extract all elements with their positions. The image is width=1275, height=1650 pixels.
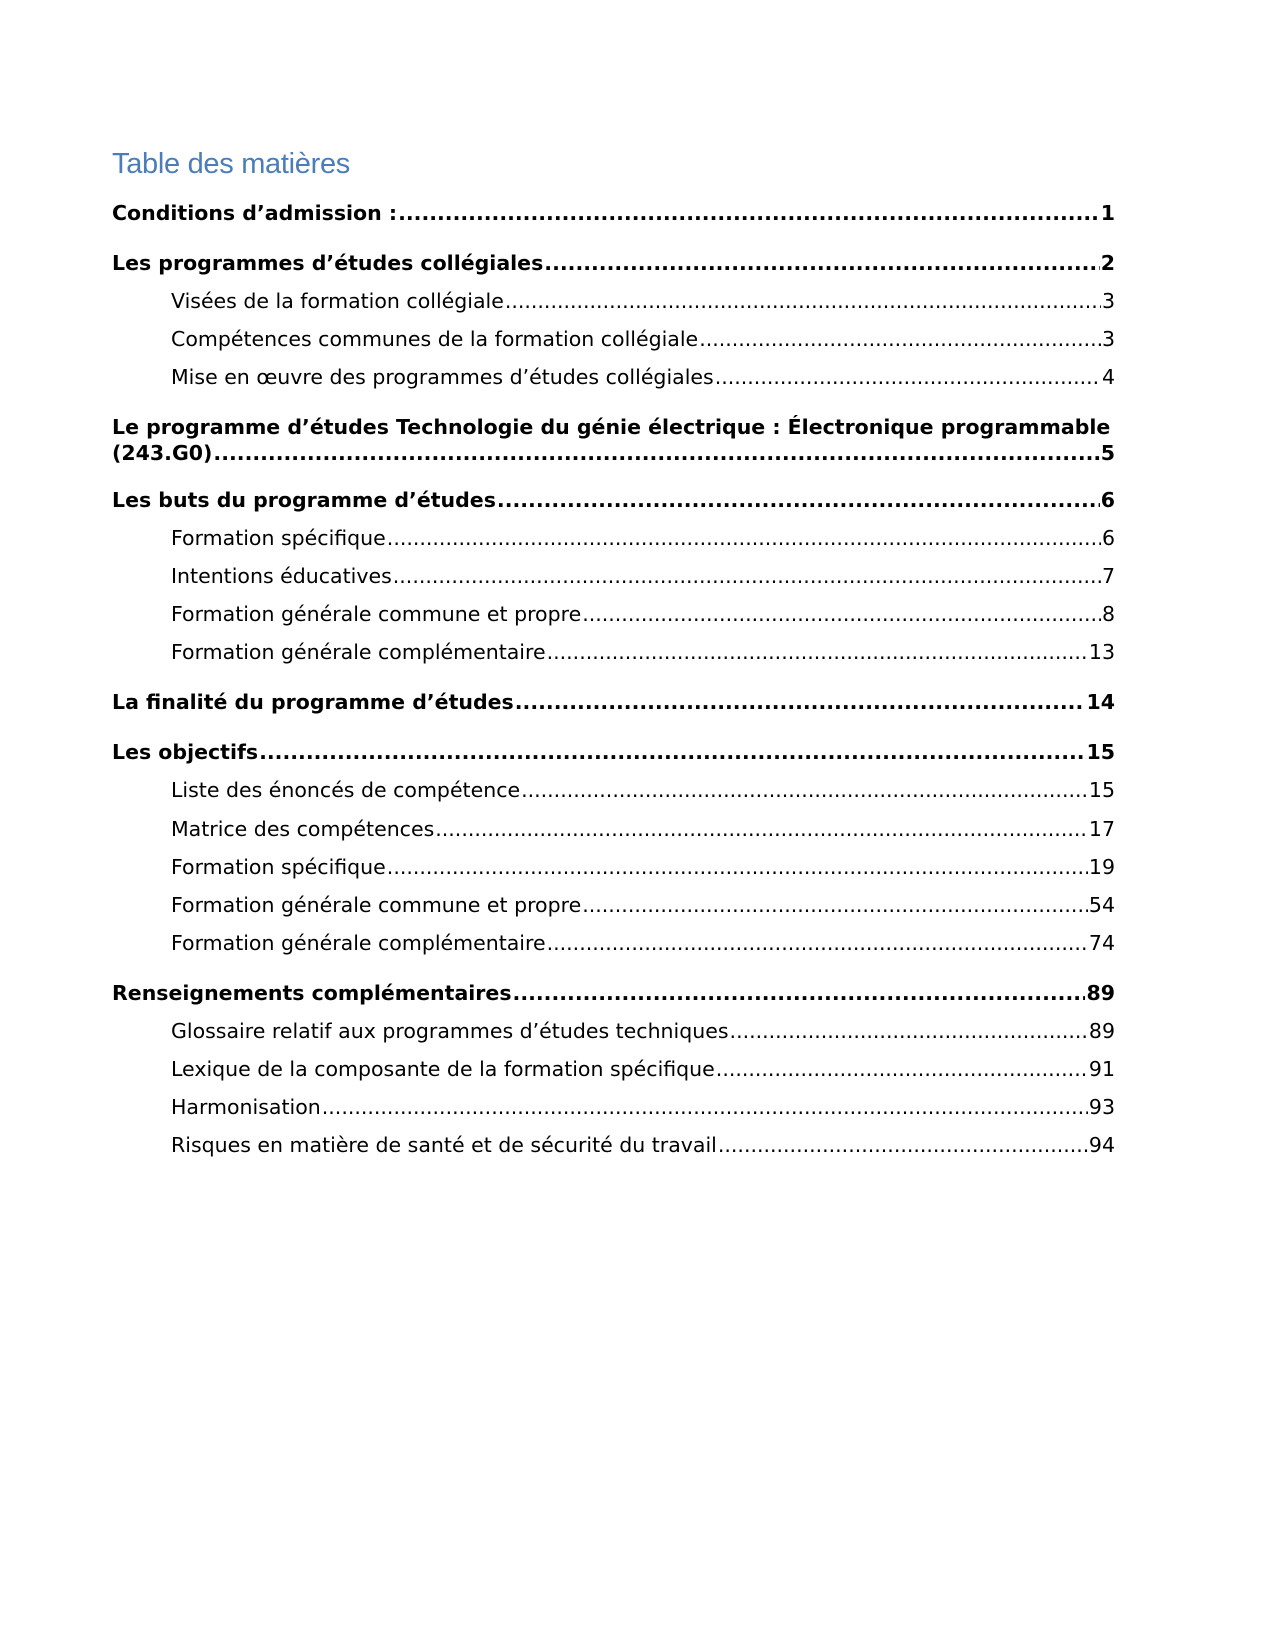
toc-entry-formation-generale-commune[interactable] — [171, 602, 1115, 627]
toc-leader-dots — [322, 1095, 1088, 1120]
toc-entry-lexique[interactable] — [171, 1057, 1115, 1082]
toc-entry-label: Risques en matière de santé et de sécurité du travail — [171, 1133, 717, 1157]
toc-entry-label: Formation générale complémentaire — [171, 931, 546, 955]
toc-page-number: 3 — [1101, 327, 1115, 351]
toc-leader-dots — [730, 1019, 1088, 1044]
toc-entry-harmonisation[interactable] — [171, 1095, 1115, 1120]
toc-page-number: 6 — [1100, 488, 1115, 512]
toc-leader-dots — [213, 440, 1099, 466]
toc-page-number: 89 — [1088, 1019, 1115, 1043]
toc-entry-label: Matrice des compétences — [171, 817, 435, 841]
toc-leader-dots — [398, 201, 1100, 226]
toc-page-number: 17 — [1088, 817, 1115, 841]
toc-entry-formation-generale-complementaire-objectifs[interactable] — [171, 931, 1115, 956]
toc-entry-conditions-admission[interactable] — [112, 201, 1115, 226]
toc-entry-label: Formation générale complémentaire — [171, 640, 546, 664]
toc-page-number: 14 — [1086, 690, 1115, 714]
toc-entry-label: La finalité du programme d’études — [112, 690, 514, 714]
toc-leader-dots — [435, 817, 1088, 842]
toc-entry-label: Intentions éducatives — [171, 564, 392, 588]
toc-leader-dots — [547, 640, 1088, 665]
toc-leader-dots — [716, 1057, 1088, 1082]
toc-entry-label: Harmonisation — [171, 1095, 321, 1119]
toc-entry-intentions-educatives[interactable] — [171, 564, 1115, 589]
toc-page-number: 91 — [1088, 1057, 1115, 1081]
toc-entry-programme-technologie-genie-electrique[interactable] — [112, 414, 1115, 466]
toc-entry-label-continuation: (243.G0) — [112, 441, 213, 465]
toc-entry-label: Mise en œuvre des programmes d’études collégiales — [171, 365, 714, 389]
toc-leader-dots — [582, 893, 1088, 918]
toc-page-number: 13 — [1088, 640, 1115, 664]
toc-leader-dots — [505, 289, 1101, 314]
toc-entry-label: Formation spécifique — [171, 855, 386, 879]
toc-entry-formation-specifique[interactable] — [171, 526, 1115, 551]
toc-page-number: 93 — [1088, 1095, 1115, 1119]
toc-entry-formation-specifique-objectifs[interactable] — [171, 855, 1115, 880]
toc-page-number: 15 — [1086, 740, 1115, 764]
toc-entry-label: Formation générale commune et propre — [171, 602, 582, 626]
toc-entry-glossaire[interactable] — [171, 1019, 1115, 1044]
toc-leader-dots — [497, 488, 1100, 513]
toc-page-number: 54 — [1088, 893, 1115, 917]
toc-page-number: 8 — [1101, 602, 1115, 626]
toc-leader-dots — [521, 778, 1088, 803]
toc-page-number: 6 — [1101, 526, 1115, 550]
toc-entry-label: Formation spécifique — [171, 526, 386, 550]
toc-entry-label: Conditions d’admission : — [112, 201, 398, 225]
toc-page-number: 4 — [1101, 365, 1115, 389]
toc-entry-objectifs[interactable] — [112, 740, 1115, 765]
toc-page-number: 94 — [1088, 1133, 1115, 1157]
toc-entry-liste-enonces-competence[interactable] — [171, 778, 1115, 803]
toc-leader-dots — [544, 251, 1099, 276]
toc-entry-label: Liste des énoncés de compétence — [171, 778, 521, 802]
toc-page-number: 3 — [1101, 289, 1115, 313]
toc-entry-label: Compétences communes de la formation collégiale — [171, 327, 699, 351]
toc-entry-formation-generale-commune-objectifs[interactable] — [171, 893, 1115, 918]
toc-leader-dots — [547, 931, 1088, 956]
toc-entry-competences-communes[interactable] — [171, 327, 1115, 352]
toc-page-number: 7 — [1101, 564, 1115, 588]
toc-entry-label: Formation générale commune et propre — [171, 893, 582, 917]
toc-entry-label: Les objectifs — [112, 740, 259, 764]
toc-entry-renseignements-complementaires[interactable] — [112, 981, 1115, 1006]
toc-entry-label: Le programme d’études Technologie du génie électrique : Électronique programmable — [112, 415, 1111, 439]
toc-leader-dots — [513, 981, 1086, 1006]
toc-entry-risques-sante-securite[interactable] — [171, 1133, 1115, 1158]
toc-page-number: 15 — [1088, 778, 1115, 802]
toc-leader-dots — [387, 855, 1088, 880]
toc-title: Table des matières — [112, 148, 350, 180]
toc-leader-dots — [393, 564, 1101, 589]
toc-entry-programmes-etudes-collegiales[interactable] — [112, 251, 1115, 276]
toc-entry-label: Renseignements complémentaires — [112, 981, 512, 1005]
toc-page-number: 19 — [1088, 855, 1115, 879]
toc-page-number: 5 — [1100, 441, 1115, 465]
toc-entry-label: Visées de la formation collégiale — [171, 289, 504, 313]
toc-entry-label: Lexique de la composante de la formation spécifique — [171, 1057, 715, 1081]
toc-page-number: 2 — [1100, 251, 1115, 275]
toc-entry-line-continuation — [112, 440, 1115, 466]
toc-page-number: 74 — [1088, 931, 1115, 955]
toc-leader-dots — [387, 526, 1101, 551]
toc-entry-matrice-competences[interactable] — [171, 817, 1115, 842]
toc-entry-label: Glossaire relatif aux programmes d’études techniques — [171, 1019, 729, 1043]
toc-entry-visees-formation[interactable] — [171, 289, 1115, 314]
toc-entry-formation-generale-complementaire[interactable] — [171, 640, 1115, 665]
toc-leader-dots — [715, 365, 1101, 390]
toc-entry-label: Les programmes d’études collégiales — [112, 251, 544, 275]
toc-leader-dots — [699, 327, 1101, 352]
toc-leader-dots — [259, 740, 1085, 765]
toc-leader-dots — [718, 1133, 1088, 1158]
toc-entry-finalite-programme[interactable] — [112, 690, 1115, 715]
toc-page-number: 1 — [1100, 201, 1115, 225]
toc-leader-dots — [582, 602, 1101, 627]
toc-entry-mise-en-oeuvre[interactable] — [171, 365, 1115, 390]
toc-entry-label: Les buts du programme d’études — [112, 488, 496, 512]
toc-entry-buts-programme[interactable] — [112, 488, 1115, 513]
toc-leader-dots — [515, 690, 1086, 715]
toc-page-number: 89 — [1086, 981, 1115, 1005]
